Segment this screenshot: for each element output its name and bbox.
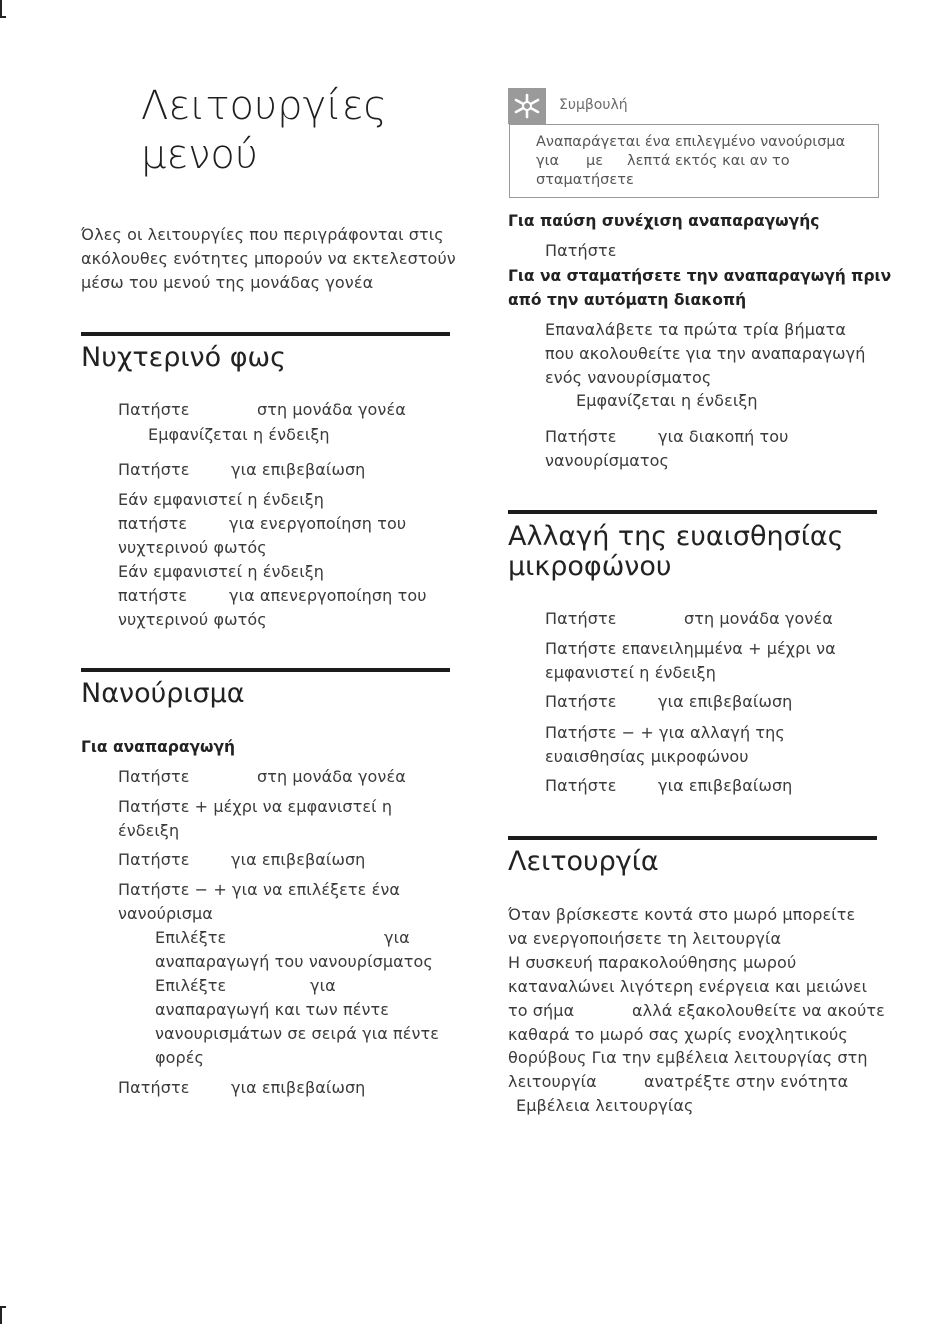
tip-label: Συμβουλή [559, 97, 628, 113]
mic-line: Πατήστε [545, 692, 617, 711]
crop-mark-top-tick [0, 16, 6, 18]
tip-icon [508, 88, 546, 124]
intro-line-2: ακόλουθες ενότητες μπορούν να εκτελεστούν [81, 249, 456, 268]
intro-line-3: μέσω του μενού της μονάδας γονέα [81, 273, 374, 292]
mic-line: για επιβεβαίωση [658, 776, 793, 795]
lullaby-line: αναπαραγωγή του νανουρίσματος [155, 952, 433, 971]
mode-line: λειτουργία [508, 1072, 597, 1091]
night-light-line: πατήστε [118, 514, 188, 533]
lullaby-line: αναπαραγωγή και των πέντε [155, 1000, 390, 1019]
mode-line: Εμβέλεια λειτουργίας [516, 1096, 694, 1115]
mic-line: ευαισθησίας μικροφώνου [545, 747, 749, 766]
stop-line: για διακοπή του [658, 427, 789, 446]
lullaby-line: Πατήστε [118, 850, 190, 869]
mode-line: καθαρά το μωρό σας χωρίς ενοχλητικούς [508, 1025, 848, 1044]
stop-line: ενός νανουρίσματος [545, 368, 712, 387]
lullaby-line: Πατήστε [118, 1078, 190, 1097]
night-light-line: Πατήστε [118, 460, 190, 479]
lullaby-line: Πατήστε − + για να επιλέξετε ένα [118, 880, 401, 899]
mic-line: Πατήστε [545, 609, 617, 628]
crop-mark-bottom-tick [0, 1306, 6, 1308]
lullaby-line: για [384, 928, 410, 947]
mic-line: για επιβεβαίωση [658, 692, 793, 711]
tip-line: για [536, 153, 560, 169]
section-rule-mode [508, 836, 877, 840]
page-title-line-2: μενού [141, 132, 259, 178]
night-light-line: νυχτερινού φωτός [118, 610, 267, 629]
section-heading-mode: Λειτουργία [508, 846, 659, 877]
mode-line: Η συσκευή παρακολούθησης μωρού [508, 953, 797, 972]
mic-line: στη μονάδα γονέα [684, 609, 833, 628]
mode-line: Όταν βρίσκεστε κοντά στο μωρό μπορείτε [508, 905, 856, 924]
pause-subheading: Για παύση συνέχιση αναπαραγωγής [508, 212, 820, 230]
page-title-line-1: Λειτουργίες [141, 83, 387, 129]
section-heading-mic-line-2: μικροφώνου [508, 551, 672, 582]
lullaby-line: ένδειξη [118, 821, 180, 840]
lullaby-line: στη μονάδα γονέα [257, 767, 406, 786]
night-light-line: νυχτερινού φωτός [118, 538, 267, 557]
stop-line: νανουρίσματος [545, 451, 670, 470]
night-light-line: στη μονάδα γονέα [257, 400, 406, 419]
lullaby-line: νανούρισμα [118, 904, 213, 923]
mode-line: να ενεργοποιήσετε τη λειτουργία [508, 929, 782, 948]
lullaby-line: φορές [155, 1048, 205, 1067]
intro-line-1: Όλες οι λειτουργίες που περιγράφονται στις [81, 225, 444, 244]
section-heading-lullaby: Νανούρισμα [81, 678, 245, 709]
stop-subheading-line-2: από την αυτόματη διακοπή [508, 291, 747, 309]
mic-line: εμφανιστεί η ένδειξη [545, 663, 716, 682]
lullaby-line: για επιβεβαίωση [231, 1078, 366, 1097]
mic-line: Πατήστε − + για αλλαγή της [545, 723, 785, 742]
section-rule-night-light [81, 332, 450, 336]
night-light-line: για επιβεβαίωση [231, 460, 366, 479]
mode-line: το σήμα [508, 1001, 575, 1020]
section-rule-lullaby [81, 668, 450, 672]
tip-line: λεπτά εκτός και αν το [627, 153, 790, 169]
night-light-line: για ενεργοποίηση του [229, 514, 407, 533]
night-light-line: Εμφανίζεται η ένδειξη [148, 425, 330, 444]
night-light-line: Εάν εμφανιστεί η ένδειξη [118, 490, 325, 509]
tip-line: με [586, 153, 604, 169]
lullaby-line: Επιλέξτε [155, 976, 227, 995]
mode-line: αλλά εξακολουθείτε να ακούτε [632, 1001, 885, 1020]
night-light-line: Πατήστε [118, 400, 190, 419]
section-heading-mic-line-1: Αλλαγή της ευαισθησίας [508, 521, 844, 552]
night-light-line: πατήστε [118, 586, 188, 605]
stop-line: Πατήστε [545, 427, 617, 446]
lullaby-line: Πατήστε + μέχρι να εμφανιστεί η [118, 797, 393, 816]
lullaby-line: Πατήστε [118, 767, 190, 786]
mode-line: θορύβους Για την εμβέλεια λειτουργίας στη [508, 1048, 868, 1067]
stop-line: Επαναλάβετε τα πρώτα τρία βήματα [545, 320, 847, 339]
lullaby-line: για [310, 976, 336, 995]
tip-line: Αναπαράγεται ένα επιλεγμένο νανούρισμα [536, 134, 846, 150]
mic-line: Πατήστε [545, 776, 617, 795]
stop-subheading-line-1: Για να σταματήσετε την αναπαραγωγή πριν [508, 267, 892, 285]
lullaby-line: για επιβεβαίωση [231, 850, 366, 869]
stop-line: που ακολουθείτε για την αναπαραγωγή [545, 344, 866, 363]
section-rule-mic [508, 510, 877, 514]
mic-line: Πατήστε επανειλημμένα + μέχρι να [545, 639, 836, 658]
section-heading-night-light: Νυχτερινό φως [81, 342, 286, 373]
lullaby-line: Επιλέξτε [155, 928, 227, 947]
lullaby-line: νανουρισμάτων σε σειρά για πέντε [155, 1024, 440, 1043]
night-light-line: Εάν εμφανιστεί η ένδειξη [118, 562, 325, 581]
crop-mark-bottom [0, 1306, 2, 1324]
mode-line: καταναλώνει λιγότερη ενέργεια και μειώνει [508, 977, 868, 996]
night-light-line: για απενεργοποίηση του [229, 586, 427, 605]
lullaby-subheading: Για αναπαραγωγή [81, 738, 236, 756]
pause-line: Πατήστε [545, 241, 617, 260]
mode-line: ανατρέξτε στην ενότητα [644, 1072, 849, 1091]
stop-line: Εμφανίζεται η ένδειξη [576, 391, 758, 410]
tip-line: σταματήσετε [536, 172, 634, 188]
